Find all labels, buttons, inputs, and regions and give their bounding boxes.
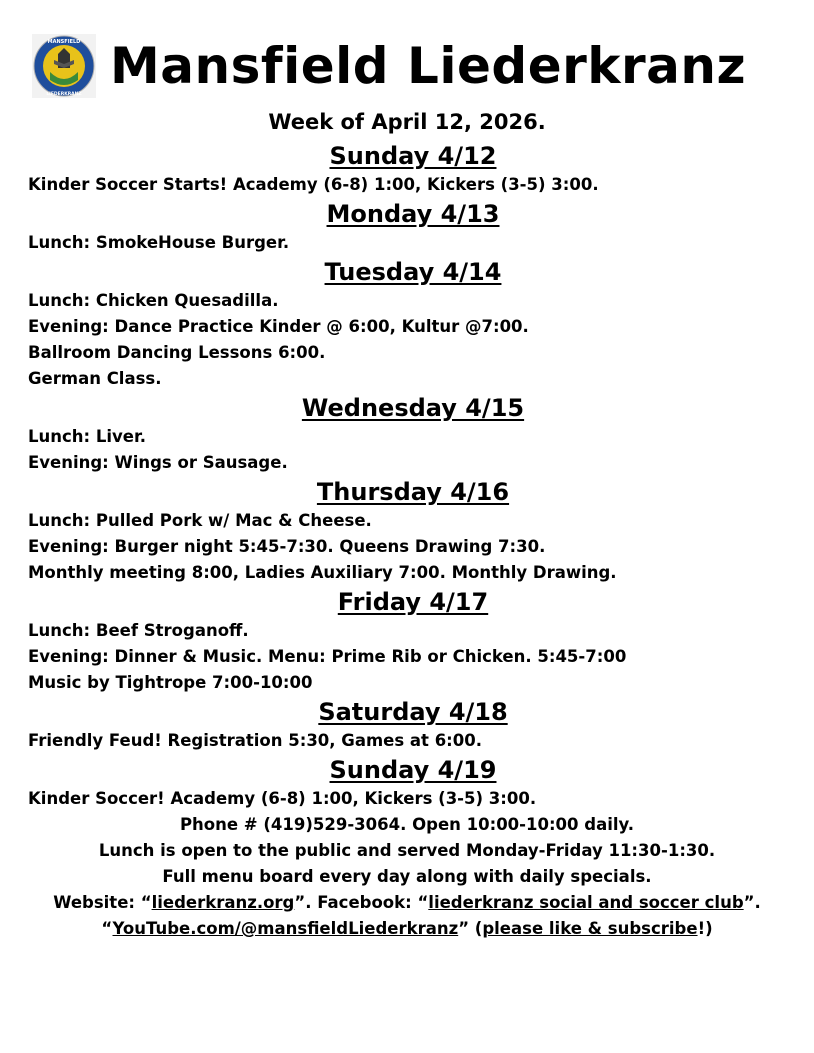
schedule <box>28 140 798 942</box>
schedule-line: Evening: Burger night 5:45-7:30. Queens Drawing 7:30. <box>28 537 546 556</box>
day-section-thursday-4-16 <box>28 476 798 586</box>
schedule-line: Monthly meeting 8:00, Ladies Auxiliary 7:00. Monthly Drawing. <box>28 563 617 582</box>
day-section-friday-4-17 <box>28 586 798 696</box>
menu-line: Full menu board every day along with daily specials. <box>162 867 652 886</box>
schedule-line: Evening: Wings or Sausage. <box>28 453 288 472</box>
club-logo <box>32 34 96 98</box>
schedule-line: Evening: Dinner & Music. Menu: Prime Rib or Chicken. 5:45-7:00 <box>28 647 627 666</box>
schedule-line: Lunch: Beef Stroganoff. <box>28 621 249 640</box>
schedule-line: Music by Tightrope 7:00-10:00 <box>28 673 313 692</box>
youtube-link[interactable]: YouTube.com/@mansfieldLiederkranz <box>112 919 459 938</box>
day-section-sunday-4-19 <box>28 754 798 812</box>
day-heading: Tuesday 4/14 <box>324 258 502 286</box>
website-link[interactable]: liederkranz.org <box>151 893 295 912</box>
day-heading: Friday 4/17 <box>337 588 489 616</box>
lunch-line: Lunch is open to the public and served Monday-Friday 11:30-1:30. <box>98 841 716 860</box>
social-links-line <box>28 890 786 916</box>
page-title: Mansfield Liederkranz <box>110 37 747 95</box>
schedule-line: Lunch: Liver. <box>28 427 147 446</box>
youtube-close: !) <box>697 919 713 938</box>
youtube-line <box>28 916 786 942</box>
schedule-line: Evening: Dance Practice Kinder @ 6:00, Kultur @7:00. <box>28 317 529 336</box>
schedule-line: Friendly Feud! Registration 5:30, Games at 6:00. <box>28 731 482 750</box>
schedule-line: Lunch: Pulled Pork w/ Mac & Cheese. <box>28 511 372 530</box>
schedule-line: Lunch: Chicken Quesadilla. <box>28 291 279 310</box>
header <box>30 30 790 108</box>
youtube-open-quote: “ <box>101 919 113 938</box>
website-label: Website: “ <box>53 893 152 912</box>
day-section-monday-4-13 <box>28 198 798 256</box>
phone-line: Phone # (419)529-3064. Open 10:00-10:00 daily. <box>179 815 635 834</box>
schedule-line: German Class. <box>28 369 162 388</box>
day-heading: Thursday 4/16 <box>316 478 510 506</box>
subscribe-cta: please like & subscribe <box>482 919 698 938</box>
schedule-line: Kinder Soccer! Academy (6-8) 1:00, Kickers (3-5) 3:00. <box>28 789 537 808</box>
youtube-mid: ” ( <box>458 919 483 938</box>
day-heading: Wednesday 4/15 <box>301 394 525 422</box>
day-section-saturday-4-18 <box>28 696 798 754</box>
svg-text:LIEDERKRANZ: LIEDERKRANZ <box>46 92 82 97</box>
svg-text:MANSFIELD: MANSFIELD <box>47 39 81 45</box>
schedule-line: Lunch: SmokeHouse Burger. <box>28 233 290 252</box>
facebook-close: ”. <box>743 893 761 912</box>
day-section-tuesday-4-14 <box>28 256 798 392</box>
day-section-sunday-4-12 <box>28 140 798 198</box>
footer <box>28 812 798 942</box>
week-of-date: Week of April 12, 2026. <box>268 110 546 134</box>
facebook-link[interactable]: liederkranz social and soccer club <box>428 893 744 912</box>
day-heading: Sunday 4/12 <box>329 142 497 170</box>
day-heading: Sunday 4/19 <box>329 756 497 784</box>
schedule-line: Ballroom Dancing Lessons 6:00. <box>28 343 326 362</box>
schedule-line: Kinder Soccer Starts! Academy (6-8) 1:00, Kickers (3-5) 3:00. <box>28 175 599 194</box>
day-section-wednesday-4-15 <box>28 392 798 476</box>
day-heading: Monday 4/13 <box>326 200 500 228</box>
facebook-label: ”. Facebook: “ <box>294 893 429 912</box>
day-heading: Saturday 4/18 <box>318 698 508 726</box>
